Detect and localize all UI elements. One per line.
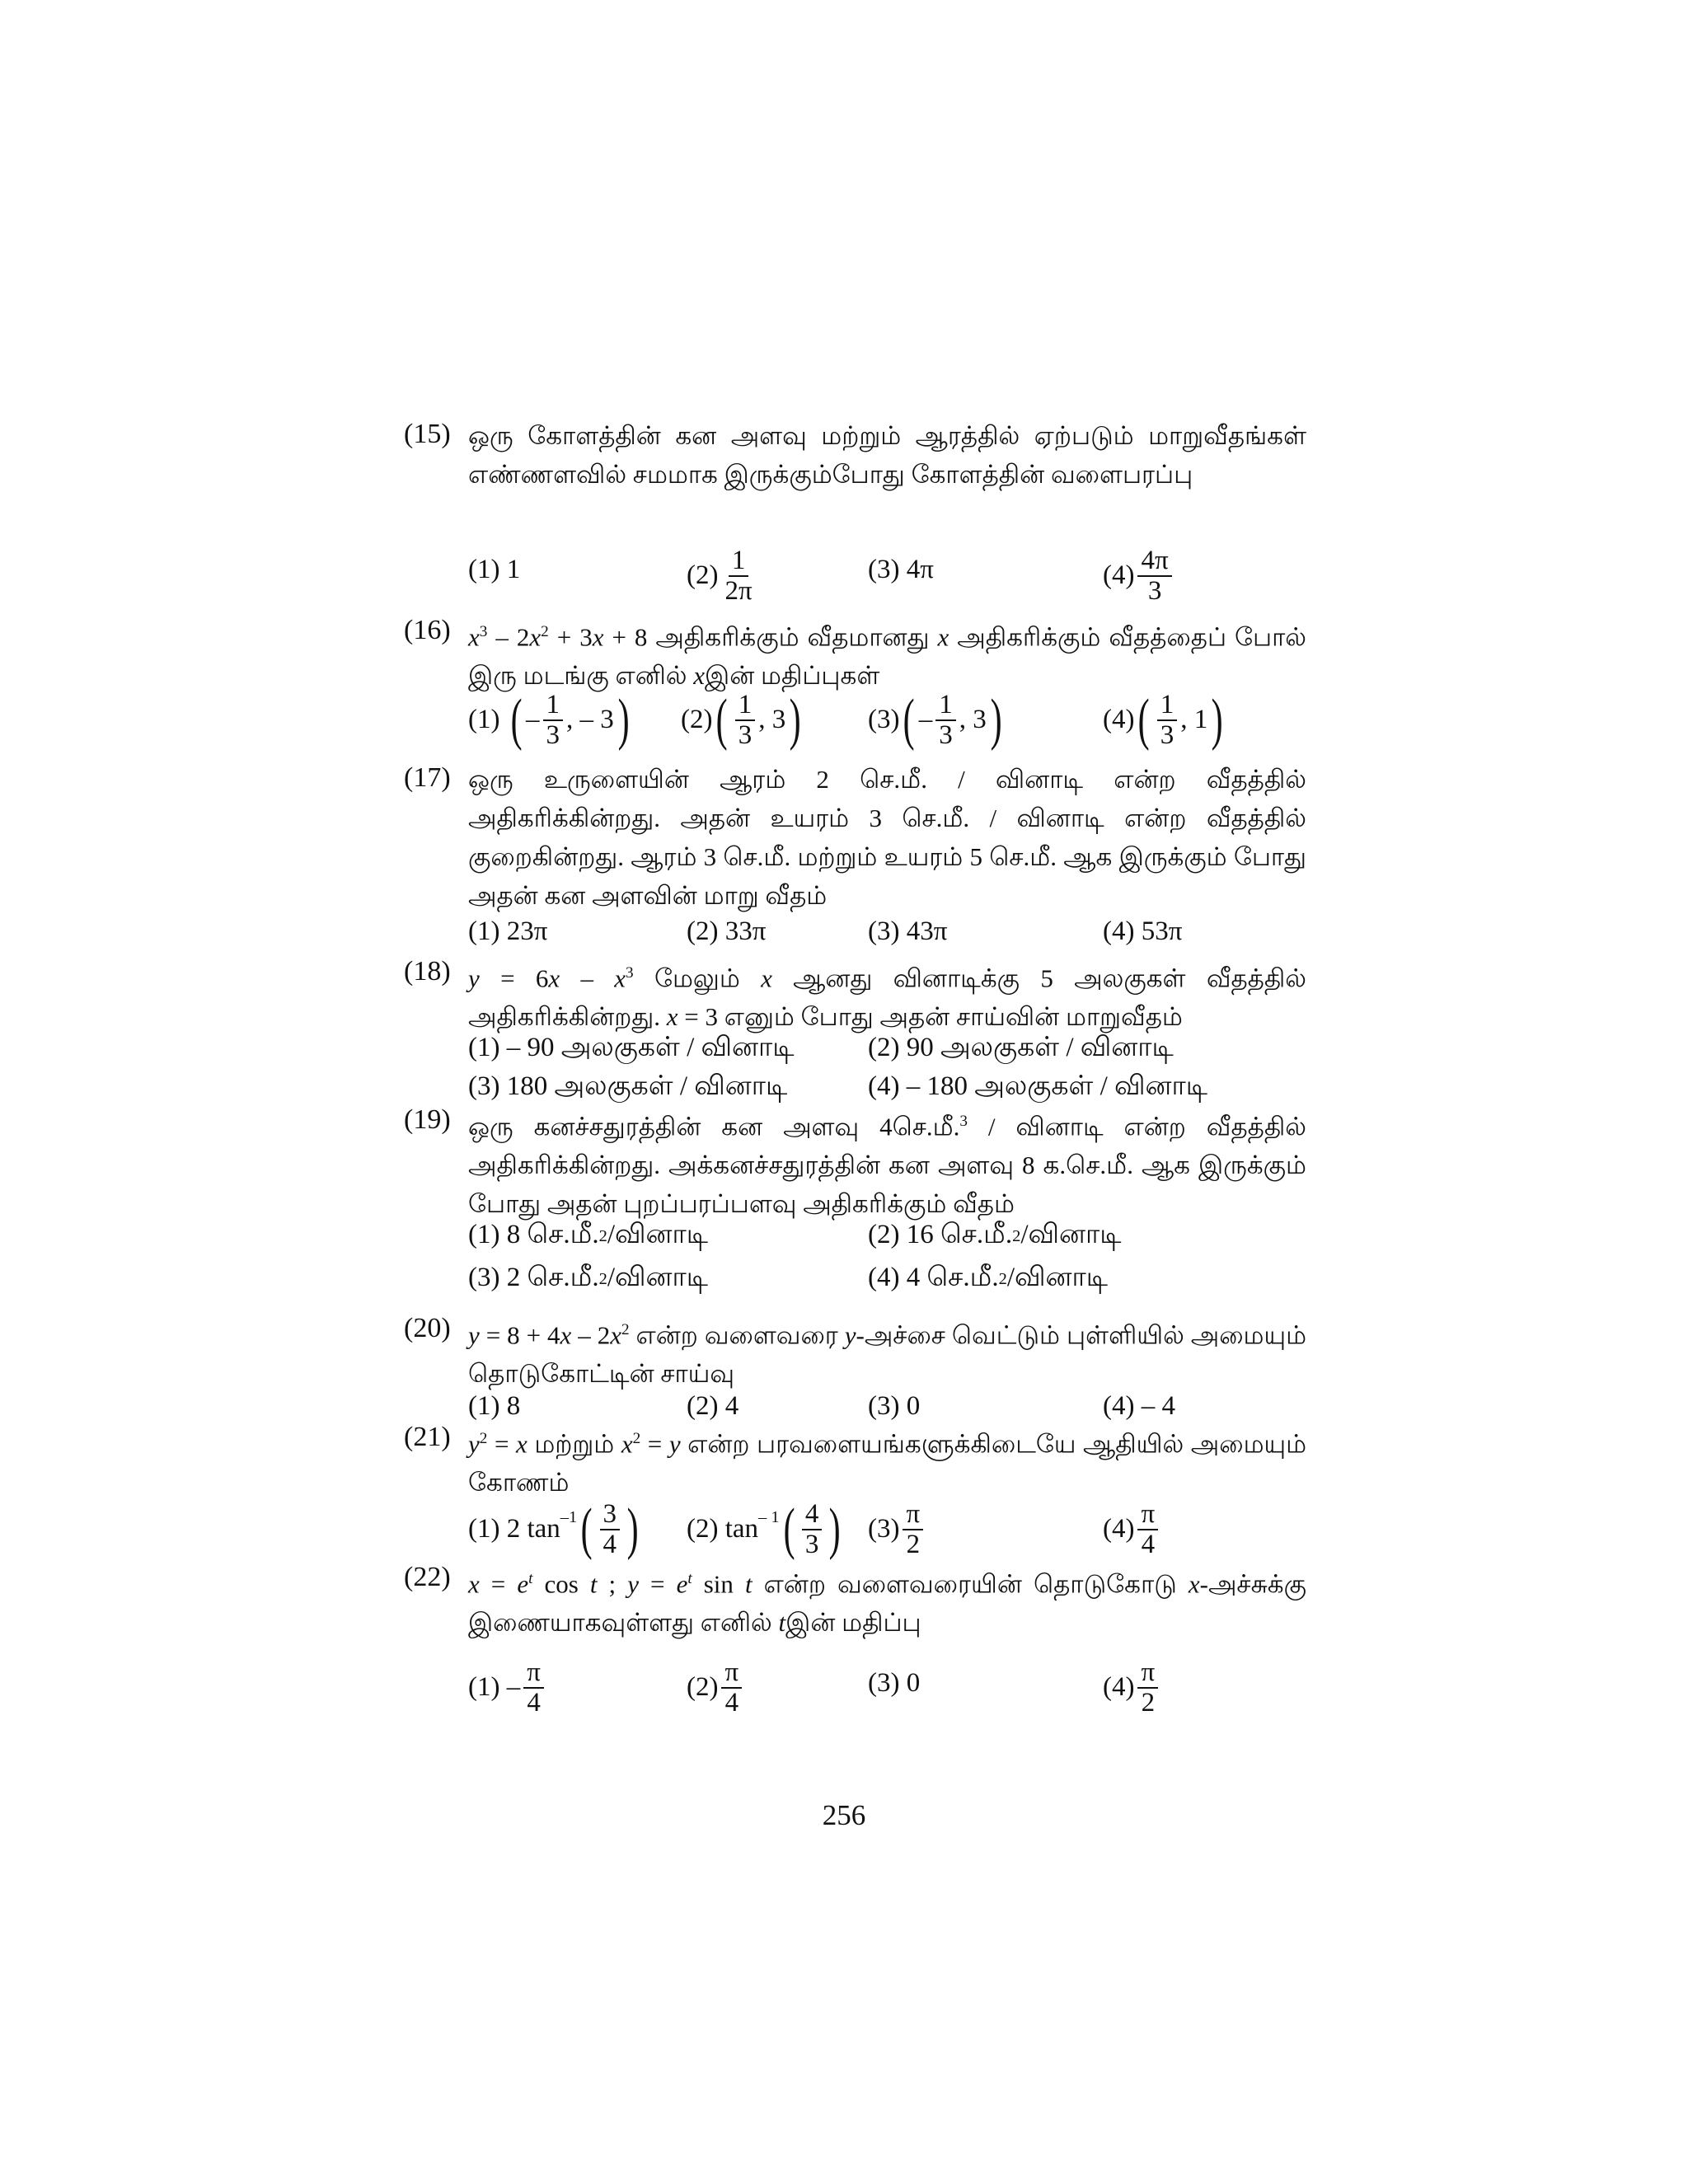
option-1: (1) ( – $\frac{1}{3}$ , – 3 ) (468, 687, 630, 752)
option-1: (1) 1 (468, 555, 521, 584)
option-1: (1) 8 செ.மீ. 2 /வினாடி (468, 1220, 709, 1249)
question-number: (19) (404, 1104, 451, 1135)
question-text: ஒரு கனச்சதுரத்தின் கன அளவு 4செ.மீ.$^3$ / வினாடி என்ற வீதத்தில் அதிகரிக்கின்றது. அக்கனச்சதுரத்தின் கன அளவு 8 க.செ.மீ. ஆக இருக்கும் போது அதன் புறப்பரப்பளவு அதிகரிக்கும் வீதம் (468, 1112, 1306, 1219)
option-1: (1) – 90 அலகுகள் / வினாடி (468, 1033, 795, 1062)
option-4: (4) – 4 (1103, 1391, 1175, 1421)
option-2: (2) tan $^{- 1}$ ( $\frac{4}{3}$ ) (687, 1497, 842, 1561)
fraction: $\frac{1}{2\pi}$ (724, 546, 753, 606)
option-3: (3) 2 செ.மீ. 2 /வினாடி (468, 1263, 709, 1292)
option-3: (3) $\frac{\pi}{2}$ (868, 1500, 926, 1558)
question-number: (22) (404, 1562, 451, 1592)
question-number: (15) (404, 419, 451, 449)
option-3: (3) 180 அலகுகள் / வினாடி (468, 1071, 788, 1101)
question-text: $x = e^t$ cos t ; $y = e^t$ sin t என்ற வளைவரையின் தொடுகோடு x-அச்சுக்கு இணையாகவுள்ளது எனில் tஇன் மதிப்பு (468, 1569, 1306, 1638)
question-number: (17) (404, 762, 451, 793)
option-2: (2) 33π (687, 916, 767, 946)
question-text: $x^3 - 2x^2 + 3x + 8$ அதிகரிக்கும் வீதமானது x அதிகரிக்கும் வீதத்தைப் போல் இரு மடங்கு எனில் xஇன் மதிப்புகள் (468, 622, 1307, 691)
option-2: (2) 90 அலகுகள் / வினாடி (868, 1033, 1174, 1062)
option-3: (3) 0 (868, 1391, 921, 1421)
question-text: ஒரு உருளையின் ஆரம் 2 செ.மீ. / வினாடி என்ற வீதத்தில் அதிகரிக்கின்றது. அதன் உயரம் 3 செ.மீ. / வினாடி என்ற வீதத்தில் குறைகின்றது. ஆரம் 3 செ.மீ. மற்றும் உயரம் 5 செ.மீ. ஆக இருக்கும் போது அதன் கன அளவின் மாறு வீதம் (468, 765, 1306, 910)
option-3: (3) 4π (868, 555, 934, 584)
question-text: $y = 6x - x^3$ மேலும் x ஆனது வினாடிக்கு 5 அலகுகள் வீதத்தில் அதிகரிக்கின்றது. x = 3 எனும் போது அதன் சாய்வின் மாறுவீதம் (468, 963, 1307, 1032)
option-2: (2) 16 செ.மீ. 2 /வினாடி (868, 1220, 1122, 1249)
question-text: $y = 8 + 4x - 2x^2$ என்ற வளைவரை y-அச்சை வெட்டும் புள்ளியில் அமையும் தொடுகோட்டின் சாய்வு (468, 1320, 1307, 1389)
option-1: (1) 8 (468, 1391, 521, 1421)
option-4: (4) $\frac{\pi}{2}$ (1103, 1658, 1161, 1717)
option-4: (4) $\frac{\pi}{4}$ (1103, 1500, 1161, 1558)
option-4: (4) – 180 அலகுகள் / வினாடி (868, 1071, 1208, 1101)
option-4: (4) 53π (1103, 916, 1183, 946)
fraction: $\frac{4\pi}{3}$ (1137, 546, 1171, 605)
question-number: (16) (404, 615, 451, 645)
option-2: (2) $\frac{\pi}{4}$ (687, 1658, 745, 1717)
option-3: (3) 43π (868, 916, 948, 946)
option-1: (1) 2 tan $^{-1}$ ( $\frac{3}{4}$ ) (468, 1497, 639, 1561)
question-number: (21) (404, 1422, 451, 1452)
option-4: (4) 4 செ.மீ. 2 /வினாடி (868, 1263, 1109, 1292)
option-4: (4) ( $\frac{1}{3}$ , 1 ) (1103, 687, 1223, 752)
option-2: (2) $\frac{1}{2\pi}$ (687, 546, 759, 605)
option-2: (2) 4 (687, 1391, 739, 1421)
question-number: (18) (404, 956, 451, 987)
option-1: (1) – $\frac{\pi}{4}$ (468, 1658, 547, 1717)
option-3: (3) 0 (868, 1668, 921, 1698)
page-number: 256 (822, 1799, 866, 1831)
option-3: (3) ( – $\frac{1}{3}$ , 3 ) (868, 687, 1002, 752)
option-1: (1) 23π (468, 916, 548, 946)
question-number: (20) (404, 1313, 451, 1343)
option-2: (2) ( $\frac{1}{3}$ , 3 ) (681, 687, 801, 752)
question-text: $y^2 = x$ மற்றும் $x^2 = y$ என்ற பரவளையங்களுக்கிடையே ஆதியில் அமையும் கோணம் (468, 1429, 1307, 1497)
question-text: ஒரு கோளத்தின் கன அளவு மற்றும் ஆரத்தில் ஏற்படும் மாறுவீதங்கள் எண்ணளவில் சமமாக இருக்கும்போது கோளத்தின் வளைபரப்பு (468, 421, 1306, 489)
option-4: (4) $\frac{4\pi}{3}$ (1103, 546, 1175, 605)
